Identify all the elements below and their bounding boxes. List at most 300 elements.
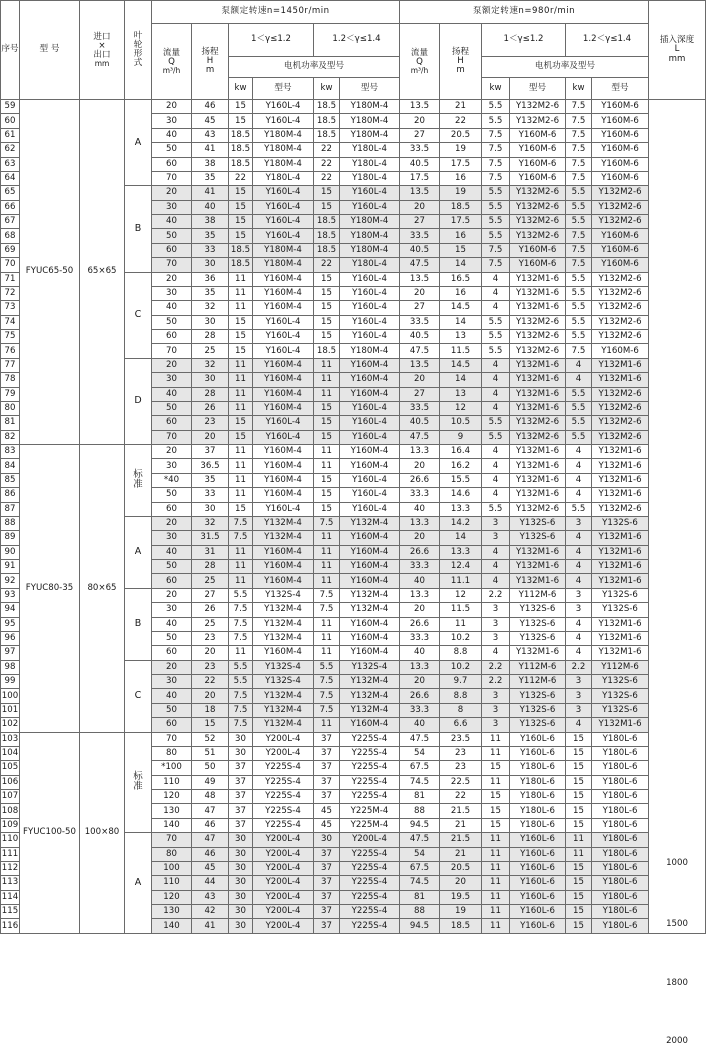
kw-980-a: 5.5 [482,315,510,329]
kw-980-a: 11 [482,833,510,847]
kw-1450-a: 5.5 [229,588,253,602]
flow-1450: 120 [152,890,192,904]
kw-980-a: 4 [482,473,510,487]
kw-1450-b: 15 [314,186,340,200]
motor-980-a: Y132S-6 [510,703,566,717]
head-1450: 18 [192,703,229,717]
header-seq-label: 序号 [1,44,19,55]
motor-1450-a: Y160L-4 [253,186,314,200]
kw-1450-b: 7.5 [314,603,340,617]
insertion-depth-value: 1000 [666,858,688,869]
header-inout-line-4: mm [94,58,110,68]
header-flow-980-line-3: m³/h [410,65,429,75]
kw-1450-b: 11 [314,358,340,372]
flow-980: 33.3 [400,703,440,717]
motor-1450-b: Y160L-4 [340,301,400,315]
kw-980-b: 7.5 [566,100,592,114]
motor-1450-b: Y225M-4 [340,804,400,818]
insertion-depth-column [649,100,706,1046]
head-980: 15 [440,243,482,257]
motor-980-a: Y160L-6 [510,876,566,890]
motor-980-a: Y132M2-6 [510,200,566,214]
head-1450: 15 [192,718,229,732]
kw-980-a: 2.2 [482,588,510,602]
motor-980-a: Y132S-6 [510,718,566,732]
motor-1450-a: Y225S-4 [253,775,314,789]
flow-1450: *100 [152,761,192,775]
kw-1450-b: 11 [314,631,340,645]
kw-980-a: 7.5 [482,258,510,272]
head-980: 6.6 [440,718,482,732]
flow-1450: 110 [152,775,192,789]
motor-1450-b: Y180L-4 [340,258,400,272]
head-1450: 49 [192,775,229,789]
kw-1450-b: 7.5 [314,675,340,689]
impeller-type: 标准 [125,732,152,833]
head-980: 16.5 [440,272,482,286]
head-980: 18.5 [440,200,482,214]
head-980: 14.5 [440,301,482,315]
head-980: 23 [440,746,482,760]
kw-1450-a: 15 [229,430,253,444]
pump-model: FYUC100-50 [20,732,80,933]
flow-1450: 60 [152,646,192,660]
header-seq [1,1,20,100]
flow-980: 40 [400,502,440,516]
kw-980-b: 7.5 [566,229,592,243]
kw-980-a: 11 [482,861,510,875]
flow-1450: 60 [152,718,192,732]
motor-980-b: Y132M2-6 [592,272,649,286]
row-seq: 95 [1,617,20,631]
row-seq: 110 [1,833,20,847]
kw-1450-b: 15 [314,200,340,214]
header-kw-1450-a: kw [229,78,253,100]
head-1450: 51 [192,746,229,760]
kw-1450-a: 30 [229,847,253,861]
kw-1450-a: 15 [229,330,253,344]
motor-1450-a: Y200L-4 [253,847,314,861]
flow-980: 27 [400,387,440,401]
pump-inlet-outlet: 65×65 [80,100,125,445]
kw-1450-a: 37 [229,818,253,832]
motor-1450-a: Y132M-4 [253,516,314,530]
motor-1450-a: Y160M-4 [253,545,314,559]
row-seq: 60 [1,114,20,128]
motor-980-a: Y112M-6 [510,588,566,602]
kw-980-a: 4 [482,301,510,315]
head-1450: 36.5 [192,459,229,473]
kw-980-b: 7.5 [566,258,592,272]
kw-1450-a: 7.5 [229,631,253,645]
kw-980-a: 4 [482,387,510,401]
header-impeller-char-3: 形 [133,49,143,59]
head-1450: 35 [192,229,229,243]
motor-980-b: Y180L-6 [592,833,649,847]
motor-1450-b: Y160M-4 [340,646,400,660]
kw-1450-b: 37 [314,876,340,890]
kw-1450-a: 15 [229,502,253,516]
flow-1450: 60 [152,157,192,171]
flow-980: 27 [400,128,440,142]
kw-980-a: 5.5 [482,344,510,358]
motor-1450-b: Y180L-4 [340,143,400,157]
kw-980-a: 3 [482,689,510,703]
kw-1450-a: 7.5 [229,689,253,703]
flow-1450: 20 [152,516,192,530]
head-1450: 47 [192,804,229,818]
kw-1450-b: 30 [314,833,340,847]
head-1450: 32 [192,301,229,315]
motor-980-b: Y160M-6 [592,114,649,128]
motor-1450-a: Y225S-4 [253,804,314,818]
motor-1450-a: Y160M-4 [253,459,314,473]
motor-1450-b: Y180M-4 [340,243,400,257]
motor-980-a: Y132M1-6 [510,574,566,588]
head-980: 9.7 [440,675,482,689]
head-1450: 47 [192,833,229,847]
motor-1450-b: Y160M-4 [340,387,400,401]
flow-980: 74.5 [400,775,440,789]
row-seq: 98 [1,660,20,674]
head-980: 23 [440,761,482,775]
motor-1450-a: Y180M-4 [253,157,314,171]
kw-980-a: 11 [482,746,510,760]
row-seq: 84 [1,459,20,473]
kw-980-a: 11 [482,775,510,789]
flow-1450: 30 [152,675,192,689]
row-seq: 79 [1,387,20,401]
kw-1450-b: 7.5 [314,516,340,530]
motor-1450-b: Y200L-4 [340,833,400,847]
pump-model: FYUC80-35 [20,445,80,733]
row-seq: 70 [1,258,20,272]
motor-980-b: Y132M1-6 [592,560,649,574]
head-980: 15.5 [440,473,482,487]
kw-1450-b: 18.5 [314,114,340,128]
motor-980-a: Y180L-6 [510,818,566,832]
head-980: 14.6 [440,488,482,502]
row-seq: 72 [1,286,20,300]
kw-1450-a: 15 [229,229,253,243]
kw-1450-a: 30 [229,861,253,875]
motor-1450-a: Y132S-4 [253,675,314,689]
motor-1450-b: Y225S-4 [340,919,400,933]
head-980: 11.5 [440,603,482,617]
motor-1450-a: Y200L-4 [253,919,314,933]
kw-1450-b: 22 [314,258,340,272]
flow-1450: 40 [152,617,192,631]
kw-1450-a: 5.5 [229,660,253,674]
motor-980-a: Y180L-6 [510,761,566,775]
head-980: 8.8 [440,646,482,660]
flow-1450: 50 [152,315,192,329]
motor-980-a: Y160L-6 [510,861,566,875]
row-seq: 76 [1,344,20,358]
kw-1450-b: 15 [314,416,340,430]
kw-1450-b: 7.5 [314,588,340,602]
header-impeller-char-1: 叶 [133,30,143,41]
motor-980-a: Y160L-6 [510,890,566,904]
kw-980-a: 5.5 [482,100,510,114]
kw-980-b: 15 [566,861,592,875]
kw-1450-a: 30 [229,746,253,760]
head-1450: 20 [192,689,229,703]
kw-1450-b: 45 [314,804,340,818]
motor-980-a: Y132M2-6 [510,114,566,128]
flow-1450: 30 [152,603,192,617]
flow-1450: 30 [152,114,192,128]
head-1450: 43 [192,890,229,904]
kw-1450-a: 15 [229,416,253,430]
motor-980-b: Y132S-6 [592,588,649,602]
row-seq: 102 [1,718,20,732]
row-seq: 113 [1,876,20,890]
row-seq: 75 [1,330,20,344]
motor-1450-a: Y160L-4 [253,200,314,214]
head-980: 20.5 [440,128,482,142]
flow-1450: 40 [152,215,192,229]
kw-1450-b: 15 [314,488,340,502]
kw-980-a: 7.5 [482,143,510,157]
motor-1450-b: Y160M-4 [340,617,400,631]
head-1450: 32 [192,358,229,372]
flow-1450: 50 [152,229,192,243]
motor-980-b: Y160M-6 [592,344,649,358]
kw-1450-b: 37 [314,775,340,789]
motor-1450-a: Y225S-4 [253,818,314,832]
kw-1450-b: 37 [314,890,340,904]
motor-980-a: Y132M2-6 [510,330,566,344]
kw-980-b: 5.5 [566,286,592,300]
motor-1450-a: Y160L-4 [253,100,314,114]
motor-1450-b: Y225S-4 [340,790,400,804]
header-head-980-line-1: 扬程 [451,46,470,57]
flow-1450: 20 [152,660,192,674]
motor-1450-b: Y132M-4 [340,603,400,617]
flow-1450: 50 [152,401,192,415]
flow-980: 33.3 [400,488,440,502]
kw-1450-b: 37 [314,746,340,760]
row-seq: 104 [1,746,20,760]
motor-1450-a: Y160M-4 [253,358,314,372]
head-1450: 25 [192,617,229,631]
kw-1450-a: 30 [229,876,253,890]
motor-980-a: Y160L-6 [510,919,566,933]
head-980: 14.2 [440,516,482,530]
motor-1450-b: Y160M-4 [340,574,400,588]
head-980: 14 [440,373,482,387]
motor-980-a: Y132M1-6 [510,459,566,473]
motor-1450-a: Y200L-4 [253,746,314,760]
motor-980-b: Y132S-6 [592,703,649,717]
flow-1450: 30 [152,286,192,300]
flow-980: 33.5 [400,401,440,415]
kw-1450-b: 45 [314,818,340,832]
flow-1450: 40 [152,128,192,142]
header-kw-980-a: kw [482,78,510,100]
row-seq: 100 [1,689,20,703]
head-980: 19 [440,143,482,157]
motor-1450-b: Y225S-4 [340,732,400,746]
row-seq: 64 [1,171,20,185]
head-980: 13 [440,330,482,344]
kw-1450-a: 11 [229,286,253,300]
kw-980-a: 15 [482,818,510,832]
motor-1450-b: Y160L-4 [340,502,400,516]
motor-1450-a: Y132M-4 [253,617,314,631]
row-seq: 109 [1,818,20,832]
row-seq: 68 [1,229,20,243]
kw-980-b: 4 [566,488,592,502]
motor-980-b: Y160M-6 [592,157,649,171]
motor-1450-a: Y160L-4 [253,344,314,358]
kw-1450-b: 15 [314,473,340,487]
motor-980-b: Y112M-6 [592,660,649,674]
flow-980: 13.5 [400,272,440,286]
row-seq: 103 [1,732,20,746]
kw-1450-b: 37 [314,732,340,746]
kw-1450-b: 11 [314,373,340,387]
head-980: 8.8 [440,689,482,703]
kw-1450-a: 18.5 [229,243,253,257]
row-seq: 101 [1,703,20,717]
flow-980: 33.3 [400,560,440,574]
head-1450: 45 [192,114,229,128]
head-980: 17.5 [440,157,482,171]
flow-980: 20 [400,531,440,545]
kw-980-a: 11 [482,876,510,890]
table-row [1,732,706,746]
kw-980-b: 7.5 [566,171,592,185]
motor-1450-b: Y160M-4 [340,373,400,387]
header-head-1450-line-1: 扬程 [201,46,219,57]
kw-980-a: 4 [482,560,510,574]
header-flow-980-line-1: 流量 [410,47,429,58]
head-1450: 41 [192,186,229,200]
row-seq: 115 [1,905,20,919]
row-seq: 86 [1,488,20,502]
kw-980-a: 4 [482,545,510,559]
kw-1450-a: 15 [229,186,253,200]
row-seq: 69 [1,243,20,257]
row-seq: 93 [1,588,20,602]
header-head-980-line-3: m [456,65,465,75]
kw-1450-a: 37 [229,761,253,775]
motor-1450-b: Y180M-4 [340,128,400,142]
kw-1450-a: 5.5 [229,675,253,689]
flow-1450: *40 [152,473,192,487]
header-inout-line-2: × [98,40,106,51]
kw-1450-a: 11 [229,373,253,387]
kw-980-a: 11 [482,919,510,933]
motor-1450-a: Y132S-4 [253,660,314,674]
motor-1450-b: Y160M-4 [340,445,400,459]
row-seq: 87 [1,502,20,516]
head-1450: 20 [192,646,229,660]
kw-1450-a: 11 [229,545,253,559]
kw-1450-a: 30 [229,890,253,904]
motor-980-b: Y160M-6 [592,243,649,257]
kw-980-b: 11 [566,833,592,847]
header-depth [649,1,706,100]
flow-980: 40.5 [400,416,440,430]
kw-1450-b: 11 [314,459,340,473]
kw-980-a: 5.5 [482,502,510,516]
flow-980: 27 [400,215,440,229]
head-1450: 30 [192,315,229,329]
kw-980-b: 15 [566,804,592,818]
kw-980-b: 3 [566,603,592,617]
header-motor-1450: 电机功率及型号 [229,57,400,78]
row-seq: 63 [1,157,20,171]
head-1450: 35 [192,473,229,487]
header-head-1450-line-2: H [206,55,214,66]
row-seq: 108 [1,804,20,818]
kw-980-a: 4 [482,646,510,660]
motor-980-b: Y132M2-6 [592,315,649,329]
impeller-type: C [125,272,152,358]
flow-980: 33.5 [400,229,440,243]
kw-980-a: 4 [482,272,510,286]
kw-980-b: 4 [566,373,592,387]
motor-980-a: Y132S-6 [510,631,566,645]
flow-980: 13.3 [400,660,440,674]
kw-980-a: 7.5 [482,128,510,142]
motor-980-b: Y132S-6 [592,603,649,617]
head-980: 21 [440,847,482,861]
motor-1450-a: Y160M-4 [253,272,314,286]
table-row [1,445,706,459]
kw-1450-b: 11 [314,646,340,660]
kw-1450-a: 30 [229,732,253,746]
motor-980-a: Y180L-6 [510,804,566,818]
flow-980: 33.3 [400,631,440,645]
row-seq: 90 [1,545,20,559]
head-1450: 50 [192,761,229,775]
flow-980: 47.5 [400,430,440,444]
row-seq: 78 [1,373,20,387]
head-1450: 41 [192,143,229,157]
kw-1450-b: 37 [314,790,340,804]
motor-980-b: Y160M-6 [592,143,649,157]
head-980: 18.5 [440,919,482,933]
motor-980-a: Y132M2-6 [510,229,566,243]
flow-980: 13.3 [400,588,440,602]
motor-980-b: Y180L-6 [592,732,649,746]
header-head-1450-line-3: m [205,65,215,75]
impeller-type: A [125,833,152,934]
flow-1450: 20 [152,445,192,459]
kw-980-b: 4 [566,358,592,372]
head-980: 8 [440,703,482,717]
kw-1450-b: 11 [314,560,340,574]
kw-980-b: 5.5 [566,387,592,401]
motor-1450-a: Y160M-4 [253,387,314,401]
motor-980-a: Y132M1-6 [510,272,566,286]
head-1450: 30 [192,258,229,272]
kw-1450-b: 15 [314,502,340,516]
header-head-980 [440,24,482,100]
kw-980-b: 4 [566,445,592,459]
head-980: 21 [440,100,482,114]
flow-980: 74.5 [400,876,440,890]
head-980: 14 [440,531,482,545]
motor-980-b: Y160M-6 [592,258,649,272]
head-1450: 35 [192,171,229,185]
row-seq: 97 [1,646,20,660]
table-body [1,100,706,1046]
